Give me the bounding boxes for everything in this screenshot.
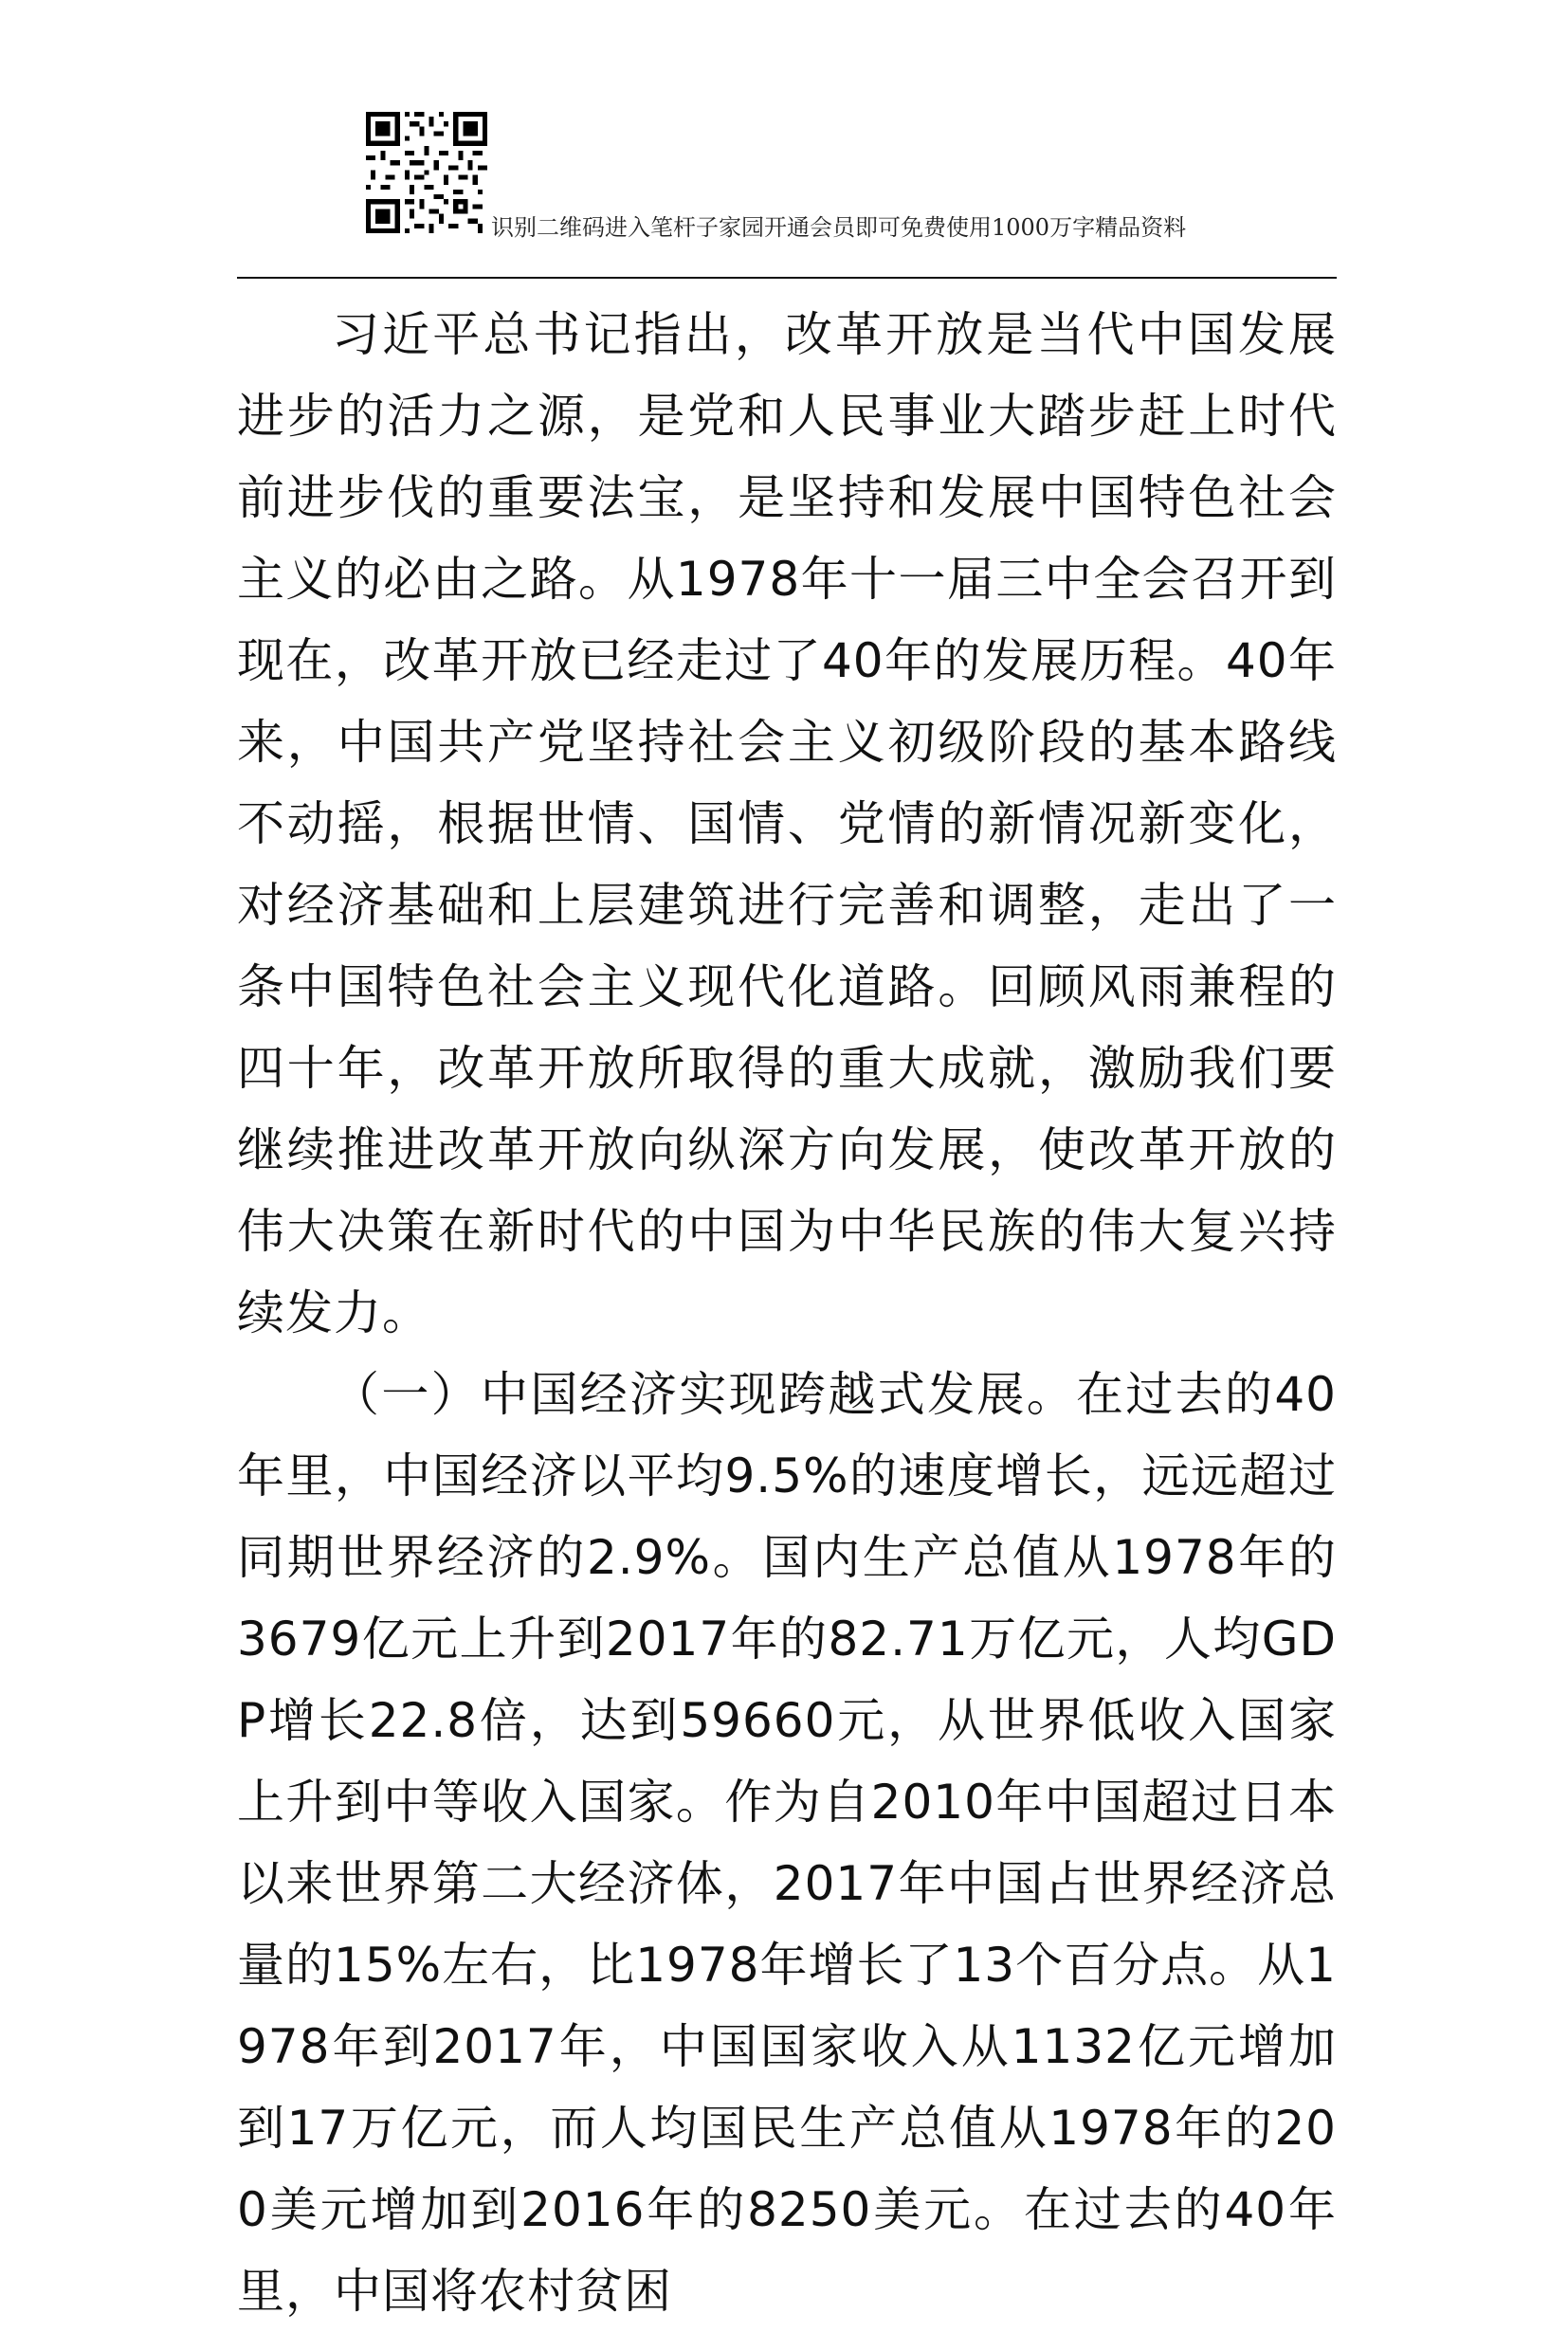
paragraph-reform-overview: 习近平总书记指出，改革开放是当代中国发展进步的活力之源，是党和人民事业大踏步赶上时代前进步伐的重要法宝，是坚持和发展中国特色社会主义的必由之路。从1978年十一届三中全会召开到现在，改革开放已经走过了40年的发展历程。40年来，中国共产党坚持社会主义初级阶段的基本路线不动摇，根据世情、国情、党情的新情况新变化，对经济基础和上层建筑进行完善和调整，走出了一条中国特色社会主义现代化道路。回顾风雨兼程的四十年，改革开放所取得的重大成就，激励我们要继续推进改革开放向纵深方向发展，使改革开放的伟大决策在新时代的中国为中华民族的伟大复兴持续发力。 — [237, 307, 1337, 1340]
document-body — [237, 294, 1337, 2332]
qr-code-icon[interactable] — [366, 112, 487, 233]
header-divider — [237, 277, 1337, 279]
page-header — [237, 112, 1337, 241]
paragraph-economic-development: （一）中国经济实现跨越式发展。在过去的40年里，中国经济以平均9.5%的速度增长，远远超过同期世界经济的2.9%。国内生产总值从1978年的3679亿元上升到2017年的82.71万亿元，人均GDP增长22.8倍，达到59660元，从世界低收入国家上升到中等收入国家。作为自2010年中国超过日本以来世界第二大经济体，2017年中国占世界经济总量的15%左右，比1978年增长了13个百分点。从1978年到2017年，中国国家收入从1132亿元增加到17万亿元，而人均国民生产总值从1978年的200美元增加到2016年的8250美元。在过去的40年里，中国将农村贫困 — [237, 1367, 1337, 2319]
header-note: 识别二维码进入笔杆子家园开通会员即可免费使用1000万字精品资料 — [491, 214, 1187, 241]
